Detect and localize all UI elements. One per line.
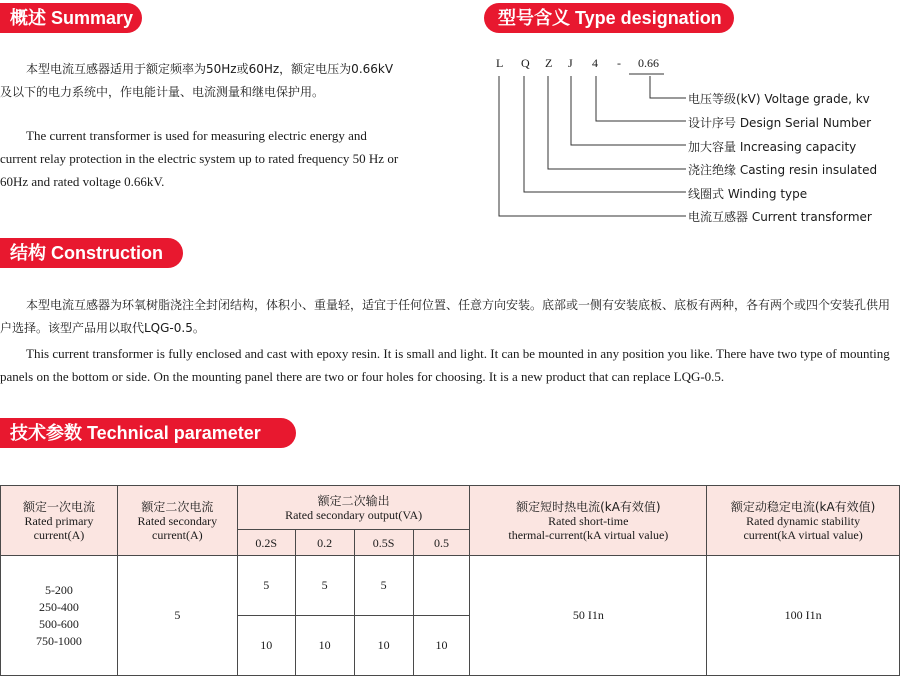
header-thermal-en: thermal-current(kA virtual value) [508, 527, 669, 542]
output-cell: 10 [354, 616, 413, 676]
header-output-cn: 额定二次输出 [317, 493, 390, 508]
designation-letter: Z [545, 56, 553, 70]
output-cell: 5 [354, 556, 413, 616]
header-primary-en: current(A) [33, 527, 85, 542]
secondary-current-value: 5 [117, 556, 237, 676]
header-primary-current [1, 486, 118, 556]
designation-label-winding: 线圈式 Winding type [688, 187, 808, 201]
summary-heading: 概述 Summary [0, 3, 142, 33]
primary-value: 750-1000 [35, 633, 82, 648]
header-class-0-2: 0.2 [295, 530, 354, 556]
technical-heading: 技术参数 Technical parameter [0, 418, 296, 448]
output-cell: 5 [237, 556, 295, 616]
designation-letter: Q [521, 56, 530, 70]
output-cell: 10 [295, 616, 354, 676]
header-thermal-current [470, 486, 707, 556]
designation-letter: 0.66 [638, 56, 659, 70]
designation-label-resin: 浇注绝缘 Casting resin insulated [688, 163, 878, 177]
header-dynamic-en: current(kA virtual value) [743, 527, 863, 542]
output-cell: 10 [237, 616, 295, 676]
header-secondary-en: current(A) [152, 527, 203, 542]
summary-cn-text: 本型电流互感器适用于额定频率为50Hz或60Hz，额定电压为0.66kV及以下的电力系统中，作电能计量、电流测量和继电保护用。 [0, 62, 394, 99]
designation-label-capacity: 加大容量 Increasing capacity [688, 140, 857, 154]
header-primary-en: Rated primary [24, 513, 94, 528]
designation-letter: J [568, 56, 573, 70]
primary-value: 5-200 [44, 582, 73, 597]
designation-letter: L [496, 56, 504, 70]
header-secondary-en: Rated secondary [137, 513, 218, 528]
output-cell: 5 [295, 556, 354, 616]
header-secondary-output [237, 486, 470, 530]
designation-heading: 型号含义 Type designation [484, 3, 734, 33]
designation-letter: 4 [592, 56, 598, 70]
header-primary-cn: 额定一次电流 [22, 499, 95, 514]
summary-en-text: The current transformer is used for measuring electric energy and current relay protection in the electric system up to rated frequency 50 Hz or 60Hz and rated voltage 0.66kV. [0, 128, 399, 189]
designation-label-transformer: 电流互感器 Current transformer [688, 210, 872, 224]
dynamic-current-value: 100 I1n [707, 556, 900, 676]
header-secondary-current [117, 486, 237, 556]
designation-label-voltage: 电压等级(kV) Voltage grade, kv [688, 92, 870, 106]
primary-value: 500-600 [38, 616, 79, 631]
header-dynamic-cn: 额定动稳定电流(kA有效值) [730, 499, 876, 514]
header-class-0-5s: 0.5S [354, 530, 413, 556]
header-thermal-en: Rated short-time [548, 513, 629, 528]
output-cell: 10 [413, 616, 470, 676]
designation-letter: - [617, 56, 621, 70]
primary-current-values [1, 556, 118, 676]
header-secondary-cn: 额定二次电流 [141, 499, 214, 514]
header-class-0-2s: 0.2S [237, 530, 295, 556]
primary-value: 250-400 [38, 599, 79, 614]
header-class-0-5: 0.5 [413, 530, 470, 556]
header-output-en: Rated secondary output(VA) [285, 507, 423, 522]
construction-heading: 结构 Construction [0, 238, 183, 268]
construction-cn-text: 本型电流互感器为环氧树脂浇注全封闭结构，体积小、重量轻，适宜于任何位置、任意方向安装。底部或一侧有安装底板、底板有两种，各有两个或四个安装孔供用户选择。该型产品用以取代LQG-0.5。 [0, 298, 891, 335]
header-dynamic-en: Rated dynamic stability [746, 513, 861, 528]
construction-en-text: This current transformer is fully enclosed and cast with epoxy resin. It is small and light. It can be mounted in any position you like. There have two type of mounting panels on the bottom or side. On the mounting panel there are two or four holes for choosing. It is a new product that can replace LQG-0.5. [0, 346, 890, 384]
header-dynamic-current [707, 486, 900, 556]
technical-parameter-table [0, 485, 900, 676]
header-thermal-cn: 额定短时热电流(kA有效值) [516, 499, 661, 514]
output-cell [413, 556, 470, 616]
thermal-current-value: 50 I1n [470, 556, 707, 676]
designation-label-serial: 设计序号 Design Serial Number [688, 116, 872, 130]
